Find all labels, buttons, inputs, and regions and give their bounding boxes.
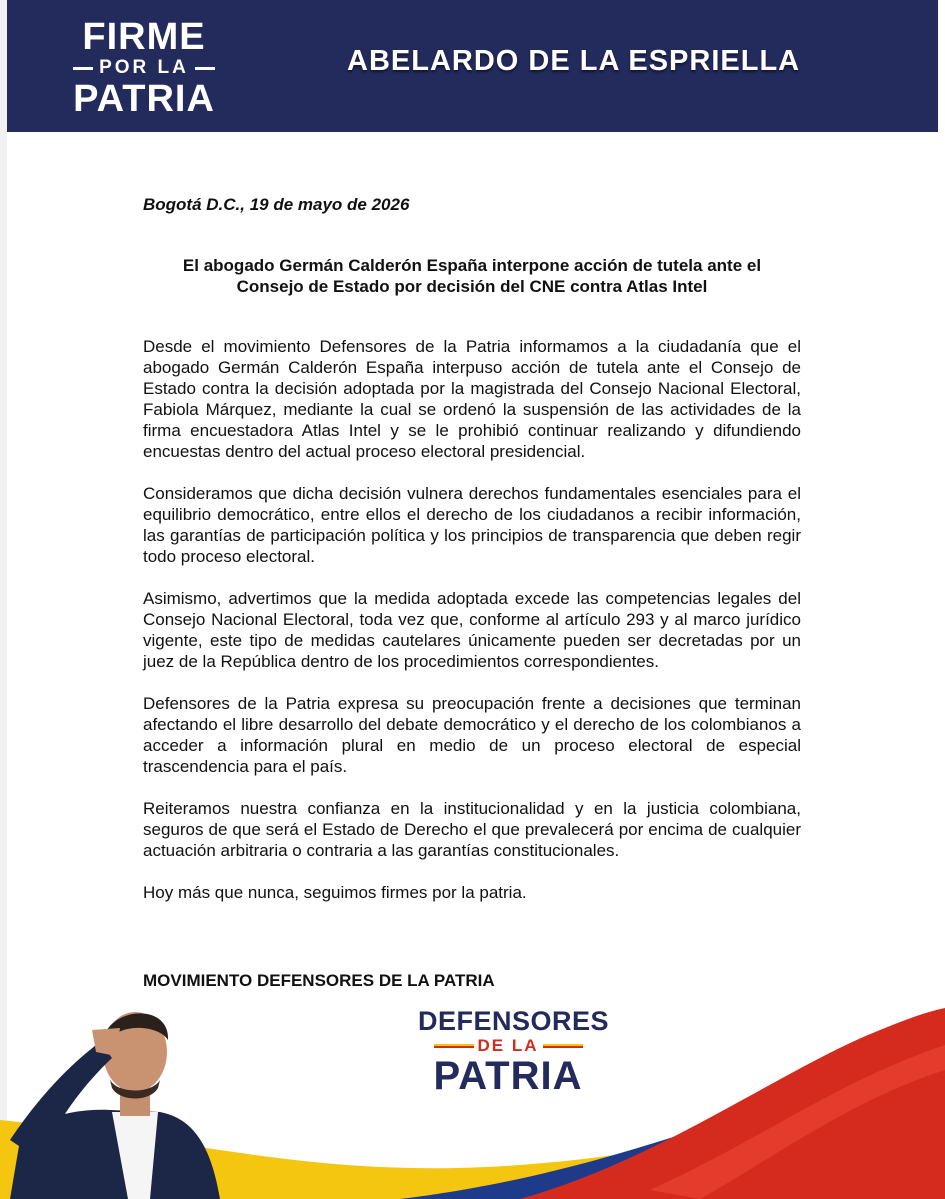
logo-word-patria: PATRIA (73, 78, 215, 120)
brand-word-defensores: DEFENSORES (418, 1006, 610, 1036)
brand-stripe-right (543, 1044, 583, 1048)
paragraph: Hoy más que nunca, seguimos firmes por la patria. (143, 883, 527, 902)
candidate-name: ABELARDO DE LA ESPRIELLA (347, 45, 801, 77)
brand-word-de-la: DE LA (477, 1036, 539, 1055)
paragraph: Defensores de la Patria expresa su preocupación frente a decisiones que terminan afectando el libre desarrollo del debate democrático y el derecho de los colombianos a acceder a información plural en medio de un proceso electoral de especial trascendencia para el país. (143, 694, 801, 776)
paragraph: Consideramos que dicha decisión vulnera derechos fundamentales esenciales para el equilibrio democrático, entre ellos el derecho de los ciudadanos a recibir información, las garantías de participación política y los principios de transparencia que deben regir todo proceso electoral. (143, 484, 801, 566)
saluting-man-figure (10, 1012, 220, 1199)
firme-por-la-patria-logo (63, 18, 225, 118)
logo-bar-right (195, 67, 215, 70)
headline-line-2: Consejo de Estado por decisión del CNE contra Atlas Intel (236, 277, 708, 296)
brand-middle-row (418, 1036, 598, 1056)
logo-bar-left (73, 67, 93, 70)
logo-word-firme: FIRME (82, 16, 206, 58)
logo-middle-row (63, 57, 225, 79)
signature: MOVIMIENTO DEFENSORES DE LA PATRIA (143, 971, 495, 990)
header-banner (7, 0, 938, 132)
paragraph: Desde el movimiento Defensores de la Patria informamos a la ciudadanía que el abogado Germán Calderón España interpuso acción de tutela ante el Consejo de Estado contra la decisión adoptada por la magistrada del Consejo Nacional Electoral, Fabiola Márquez, mediante la cual se ordenó la suspensión de las actividades de la firma encuestadora Atlas Intel y se le prohibió continuar realizando y difundiendo encuestas dentro del actual proceso electoral presidencial. (143, 337, 801, 461)
logo-word-por-la: POR LA (99, 57, 189, 78)
body-text (143, 336, 801, 924)
paragraph: Reiteramos nuestra confianza en la institucionalidad y en la justicia colombiana, seguros de que será el Estado de Derecho el que prevalecerá por encima de cualquier actuación arbitraria o contraria a las garantías constitucionales. (143, 799, 801, 860)
brand-word-patria: PATRIA (433, 1054, 583, 1098)
paragraph: Asimismo, advertimos que la medida adoptada excede las competencias legales del Consejo Nacional Electoral, toda vez que, conforme al artículo 293 y al marco jurídico vigente, este tipo de medidas cautelares únicamente pueden ser decretadas por un juez de la República dentro de los procedimientos correspondientes. (143, 589, 801, 671)
headline-line-1: El abogado Germán Calderón España interpone acción de tutela ante el (182, 256, 762, 275)
headline (143, 255, 801, 297)
defensores-de-la-patria-logo (418, 1006, 610, 1098)
brand-stripe-left (434, 1044, 474, 1048)
dateline: Bogotá D.C., 19 de mayo de 2026 (143, 195, 410, 214)
